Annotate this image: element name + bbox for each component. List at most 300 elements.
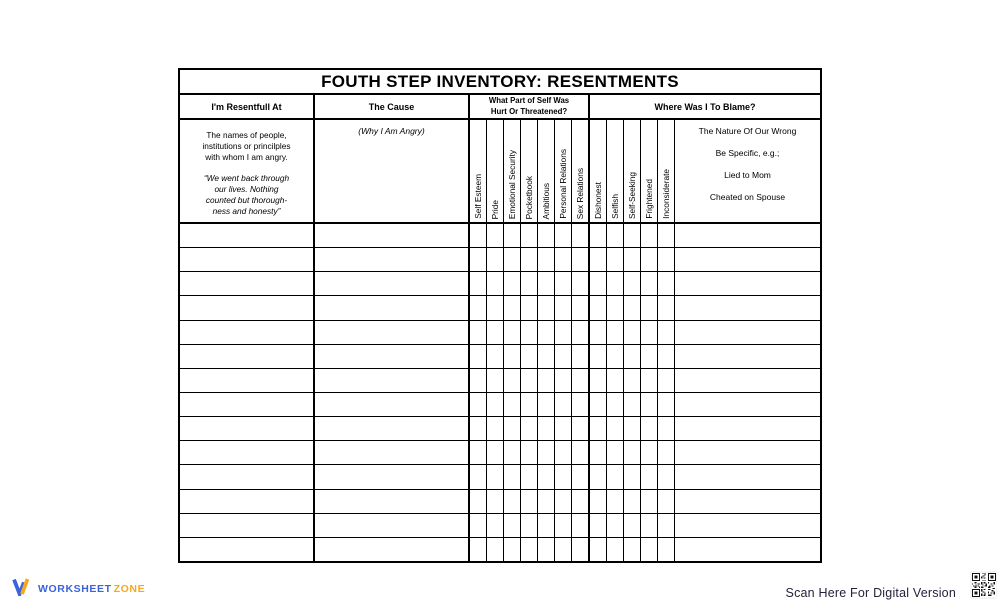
row-blame-cell-2 <box>624 514 641 537</box>
self-column-1 <box>487 120 504 222</box>
worksheet-table <box>178 68 822 563</box>
row-self-cell-3 <box>521 369 538 392</box>
row-self-cell-6 <box>572 538 588 561</box>
row-blame-cell-0 <box>590 321 607 344</box>
row-blame-cell-2 <box>624 490 641 513</box>
row-self-cell-4 <box>538 224 555 247</box>
row-self-cell-4 <box>538 321 555 344</box>
row-self-cell-1 <box>487 393 504 416</box>
row-self-cell-1 <box>487 296 504 319</box>
row-blame-cell-1 <box>607 514 624 537</box>
row-blame-cell-1 <box>607 321 624 344</box>
row-self-cell-5 <box>555 417 572 440</box>
worksheetzone-brand <box>12 577 145 601</box>
row-self-cell-3 <box>521 441 538 464</box>
row-self-cell-2 <box>504 345 521 368</box>
blame-columns <box>590 120 675 222</box>
row-blame-cell-0 <box>590 224 607 247</box>
self-column-6 <box>572 120 588 222</box>
nature-line-1: Be Specific, e.g.; <box>715 148 780 158</box>
row-self-cell-2 <box>504 514 521 537</box>
row-blame-cell-3 <box>641 490 658 513</box>
table-row <box>180 272 820 296</box>
row-cell-cause <box>315 224 470 247</box>
row-blame-cell-0 <box>590 465 607 488</box>
row-blame-cells <box>590 345 675 368</box>
row-blame-cell-4 <box>658 296 674 319</box>
note-gap <box>180 163 313 173</box>
row-self-cell-6 <box>572 514 588 537</box>
row-self-cell-3 <box>521 417 538 440</box>
row-self-cell-3 <box>521 393 538 416</box>
row-self-cell-0 <box>470 417 487 440</box>
row-self-cells <box>470 538 590 561</box>
row-blame-cell-3 <box>641 272 658 295</box>
row-self-cell-3 <box>521 514 538 537</box>
row-blame-cell-2 <box>624 321 641 344</box>
self-column-label: Emotional Security <box>506 149 517 219</box>
header-part-of-self-line1: What Part of Self Was <box>488 96 570 106</box>
row-self-cell-5 <box>555 441 572 464</box>
row-self-cell-1 <box>487 224 504 247</box>
row-cell-cause <box>315 296 470 319</box>
self-column-4 <box>538 120 555 222</box>
row-blame-cells <box>590 465 675 488</box>
row-self-cell-1 <box>487 321 504 344</box>
row-blame-cell-4 <box>658 248 674 271</box>
row-cell-resentful <box>180 538 315 561</box>
row-self-cell-6 <box>572 345 588 368</box>
row-blame-cells <box>590 417 675 440</box>
row-cell-resentful <box>180 465 315 488</box>
row-self-cell-4 <box>538 538 555 561</box>
row-self-cell-1 <box>487 441 504 464</box>
row-cell-resentful <box>180 345 315 368</box>
blame-column-label: Selfish <box>609 194 620 219</box>
blame-column-label: Frightened <box>643 179 654 219</box>
row-blame-cell-1 <box>607 296 624 319</box>
row-blame-cell-2 <box>624 417 641 440</box>
row-self-cells <box>470 321 590 344</box>
note-line-2: with whom I am angry. <box>205 151 288 162</box>
row-self-cell-0 <box>470 369 487 392</box>
row-cell-nature <box>675 248 820 271</box>
row-self-cell-3 <box>521 272 538 295</box>
row-self-cell-5 <box>555 224 572 247</box>
row-self-cell-1 <box>487 369 504 392</box>
row-self-cell-4 <box>538 248 555 271</box>
row-blame-cell-1 <box>607 272 624 295</box>
row-self-cell-0 <box>470 490 487 513</box>
row-cell-nature <box>675 514 820 537</box>
row-self-cell-4 <box>538 272 555 295</box>
row-blame-cell-1 <box>607 490 624 513</box>
row-blame-cell-0 <box>590 441 607 464</box>
row-blame-cell-2 <box>624 224 641 247</box>
row-self-cell-5 <box>555 369 572 392</box>
row-self-cell-2 <box>504 465 521 488</box>
row-self-cell-6 <box>572 490 588 513</box>
row-self-cell-0 <box>470 538 487 561</box>
blame-column-4 <box>658 120 674 222</box>
row-self-cell-6 <box>572 248 588 271</box>
row-self-cells <box>470 369 590 392</box>
row-self-cell-1 <box>487 465 504 488</box>
row-blame-cell-2 <box>624 345 641 368</box>
row-blame-cell-3 <box>641 393 658 416</box>
self-column-2 <box>504 120 521 222</box>
row-blame-cell-1 <box>607 465 624 488</box>
nature-line-0: The Nature Of Our Wrong <box>698 126 797 136</box>
blame-column-label: Dishonest <box>592 182 603 219</box>
table-row <box>180 538 820 561</box>
row-cell-cause <box>315 248 470 271</box>
row-cell-resentful <box>180 296 315 319</box>
note-quote-line-2: counted but thorough- <box>205 194 288 205</box>
row-cell-cause <box>315 490 470 513</box>
table-row <box>180 296 820 320</box>
row-cell-resentful <box>180 321 315 344</box>
row-blame-cell-4 <box>658 321 674 344</box>
row-blame-cells <box>590 393 675 416</box>
row-blame-cells <box>590 321 675 344</box>
row-self-cell-4 <box>538 369 555 392</box>
row-cell-nature <box>675 393 820 416</box>
row-self-cell-6 <box>572 296 588 319</box>
header-where-to-blame: Where Was I To Blame? <box>654 101 756 112</box>
row-cell-nature <box>675 490 820 513</box>
row-blame-cell-1 <box>607 224 624 247</box>
row-self-cells <box>470 465 590 488</box>
row-self-cell-4 <box>538 296 555 319</box>
row-self-cell-6 <box>572 393 588 416</box>
table-row <box>180 393 820 417</box>
row-cell-cause <box>315 417 470 440</box>
row-self-cell-0 <box>470 441 487 464</box>
table-body <box>180 224 820 561</box>
row-blame-cells <box>590 369 675 392</box>
row-self-cell-1 <box>487 272 504 295</box>
row-blame-cell-2 <box>624 272 641 295</box>
row-self-cell-2 <box>504 369 521 392</box>
row-cell-nature <box>675 465 820 488</box>
row-blame-cell-4 <box>658 224 674 247</box>
row-self-cell-0 <box>470 393 487 416</box>
row-blame-cell-3 <box>641 441 658 464</box>
row-blame-cell-0 <box>590 248 607 271</box>
row-blame-cells <box>590 441 675 464</box>
table-row <box>180 490 820 514</box>
self-column-label: Self Esteem <box>472 174 483 219</box>
table-row <box>180 514 820 538</box>
row-self-cell-4 <box>538 465 555 488</box>
row-blame-cell-3 <box>641 321 658 344</box>
row-self-cell-5 <box>555 465 572 488</box>
row-self-cell-5 <box>555 345 572 368</box>
row-blame-cell-3 <box>641 248 658 271</box>
row-self-cell-4 <box>538 345 555 368</box>
row-cell-resentful <box>180 490 315 513</box>
row-cell-cause <box>315 514 470 537</box>
row-self-cell-6 <box>572 224 588 247</box>
row-self-cell-2 <box>504 224 521 247</box>
row-self-cell-2 <box>504 441 521 464</box>
row-blame-cell-2 <box>624 248 641 271</box>
scan-here-label: Scan Here For Digital Version <box>785 586 956 600</box>
row-self-cells <box>470 296 590 319</box>
row-self-cell-6 <box>572 465 588 488</box>
nature-note <box>675 120 820 222</box>
blame-column-1 <box>607 120 624 222</box>
row-self-cell-2 <box>504 417 521 440</box>
self-column-label: Pride <box>489 199 500 219</box>
blame-column-0 <box>590 120 607 222</box>
row-blame-cell-3 <box>641 345 658 368</box>
row-self-cell-0 <box>470 345 487 368</box>
row-blame-cell-0 <box>590 490 607 513</box>
row-self-cell-3 <box>521 538 538 561</box>
row-self-cell-5 <box>555 538 572 561</box>
header-part-of-self-line2: Hurt Or Threatened? <box>490 106 568 116</box>
row-blame-cell-0 <box>590 393 607 416</box>
row-self-cell-3 <box>521 321 538 344</box>
note-line-1: institutions or princilples <box>202 140 291 151</box>
blame-column-3 <box>641 120 658 222</box>
row-blame-cell-4 <box>658 514 674 537</box>
table-row <box>180 465 820 489</box>
row-self-cell-3 <box>521 296 538 319</box>
row-blame-cell-2 <box>624 296 641 319</box>
row-blame-cell-2 <box>624 465 641 488</box>
row-self-cell-0 <box>470 272 487 295</box>
row-self-cell-4 <box>538 417 555 440</box>
row-self-cell-0 <box>470 224 487 247</box>
row-blame-cell-1 <box>607 538 624 561</box>
row-self-cells <box>470 224 590 247</box>
brand-word-zone: ZONE <box>113 583 146 595</box>
row-cell-cause <box>315 441 470 464</box>
resentful-note <box>180 120 315 222</box>
row-blame-cell-1 <box>607 345 624 368</box>
row-self-cell-2 <box>504 538 521 561</box>
row-self-cells <box>470 514 590 537</box>
row-self-cells <box>470 490 590 513</box>
row-blame-cell-4 <box>658 417 674 440</box>
row-blame-cell-4 <box>658 369 674 392</box>
header-part-of-self <box>470 95 590 118</box>
self-column-label: Personal Relations <box>557 149 568 219</box>
row-cell-nature <box>675 369 820 392</box>
row-cell-resentful <box>180 441 315 464</box>
row-cell-resentful <box>180 224 315 247</box>
row-cell-resentful <box>180 393 315 416</box>
row-blame-cell-2 <box>624 441 641 464</box>
row-blame-cell-3 <box>641 514 658 537</box>
row-blame-cell-4 <box>658 272 674 295</box>
row-blame-cells <box>590 224 675 247</box>
row-cell-nature <box>675 296 820 319</box>
blame-column-2 <box>624 120 641 222</box>
row-blame-cell-3 <box>641 369 658 392</box>
row-self-cell-4 <box>538 490 555 513</box>
worksheetzone-logo-icon <box>12 577 33 601</box>
row-blame-cell-2 <box>624 393 641 416</box>
row-blame-cell-1 <box>607 393 624 416</box>
row-self-cell-1 <box>487 514 504 537</box>
row-self-cell-0 <box>470 248 487 271</box>
row-self-cell-6 <box>572 369 588 392</box>
row-self-cell-5 <box>555 393 572 416</box>
header-resentful-at: I'm Resentfull At <box>180 95 315 118</box>
row-self-cell-0 <box>470 321 487 344</box>
brand-word-worksheet: WORKSHEET <box>38 583 112 595</box>
row-cell-nature <box>675 321 820 344</box>
note-line-0: The names of people, <box>206 130 287 140</box>
row-self-cell-2 <box>504 296 521 319</box>
row-blame-cells <box>590 514 675 537</box>
row-cell-cause <box>315 345 470 368</box>
row-self-cell-1 <box>487 248 504 271</box>
row-self-cell-2 <box>504 272 521 295</box>
row-blame-cells <box>590 538 675 561</box>
table-row <box>180 321 820 345</box>
row-blame-cell-3 <box>641 224 658 247</box>
row-cell-resentful <box>180 417 315 440</box>
row-self-cell-1 <box>487 417 504 440</box>
row-cell-nature <box>675 538 820 561</box>
blame-column-label: Self-Seeking <box>626 171 637 219</box>
row-cell-cause <box>315 465 470 488</box>
row-self-cell-6 <box>572 272 588 295</box>
row-self-cell-3 <box>521 465 538 488</box>
row-self-cell-3 <box>521 490 538 513</box>
row-self-cell-5 <box>555 272 572 295</box>
note-quote-line-3: ness and honesty” <box>212 205 281 216</box>
row-blame-cell-4 <box>658 393 674 416</box>
row-cell-nature <box>675 224 820 247</box>
row-blame-cells <box>590 490 675 513</box>
self-column-0 <box>470 120 487 222</box>
row-cell-nature <box>675 272 820 295</box>
row-blame-cell-0 <box>590 296 607 319</box>
row-blame-cell-0 <box>590 538 607 561</box>
table-row <box>180 441 820 465</box>
row-blame-cell-4 <box>658 441 674 464</box>
self-column-label: Ambitious <box>540 182 551 219</box>
row-blame-cell-2 <box>624 369 641 392</box>
row-self-cell-5 <box>555 321 572 344</box>
row-self-cell-0 <box>470 296 487 319</box>
row-self-cell-1 <box>487 345 504 368</box>
row-blame-cell-0 <box>590 369 607 392</box>
row-self-cell-2 <box>504 321 521 344</box>
self-column-3 <box>521 120 538 222</box>
row-cell-nature <box>675 441 820 464</box>
row-blame-cell-2 <box>624 538 641 561</box>
self-columns <box>470 120 590 222</box>
row-cell-cause <box>315 369 470 392</box>
qr-code <box>970 571 997 599</box>
cause-note: (Why I Am Angry) <box>315 120 470 222</box>
row-blame-cell-4 <box>658 465 674 488</box>
row-cell-cause <box>315 321 470 344</box>
worksheet-title: FOUTH STEP INVENTORY: RESENTMENTS <box>180 70 820 95</box>
row-self-cell-5 <box>555 248 572 271</box>
row-blame-cell-4 <box>658 490 674 513</box>
row-self-cell-4 <box>538 514 555 537</box>
blame-column-label: Inconsiderate <box>660 169 671 219</box>
row-cell-cause <box>315 538 470 561</box>
row-blame-cell-0 <box>590 345 607 368</box>
row-cell-cause <box>315 272 470 295</box>
row-self-cells <box>470 272 590 295</box>
table-row <box>180 345 820 369</box>
self-column-label: Pocketbook <box>523 175 534 219</box>
row-self-cell-6 <box>572 417 588 440</box>
row-self-cell-3 <box>521 248 538 271</box>
row-self-cell-2 <box>504 393 521 416</box>
row-blame-cells <box>590 248 675 271</box>
row-self-cells <box>470 441 590 464</box>
table-row <box>180 224 820 248</box>
row-blame-cell-0 <box>590 514 607 537</box>
row-cell-resentful <box>180 272 315 295</box>
row-self-cell-5 <box>555 296 572 319</box>
row-self-cell-1 <box>487 490 504 513</box>
row-self-cells <box>470 393 590 416</box>
row-blame-cell-3 <box>641 538 658 561</box>
subheader-row <box>180 120 820 224</box>
row-self-cell-0 <box>470 465 487 488</box>
nature-line-3: Cheated on Spouse <box>709 192 786 202</box>
row-self-cell-6 <box>572 321 588 344</box>
row-cell-resentful <box>180 514 315 537</box>
row-self-cell-3 <box>521 345 538 368</box>
row-blame-cell-0 <box>590 417 607 440</box>
table-row <box>180 248 820 272</box>
row-cell-nature <box>675 345 820 368</box>
row-self-cell-4 <box>538 441 555 464</box>
row-self-cell-6 <box>572 441 588 464</box>
nature-line-2: Lied to Mom <box>724 170 771 180</box>
row-self-cell-2 <box>504 490 521 513</box>
row-cell-resentful <box>180 369 315 392</box>
self-column-label: Sex Relations <box>574 167 585 219</box>
note-quote-line-0: “We went back through <box>203 172 290 183</box>
row-self-cell-4 <box>538 393 555 416</box>
row-cell-nature <box>675 417 820 440</box>
row-blame-cell-1 <box>607 441 624 464</box>
row-blame-cell-1 <box>607 369 624 392</box>
row-self-cell-1 <box>487 538 504 561</box>
row-blame-cell-1 <box>607 417 624 440</box>
row-blame-cell-4 <box>658 345 674 368</box>
row-self-cell-2 <box>504 248 521 271</box>
row-blame-cell-4 <box>658 538 674 561</box>
row-blame-cells <box>590 272 675 295</box>
row-self-cells <box>470 345 590 368</box>
header-row <box>180 95 820 120</box>
row-cell-cause <box>315 393 470 416</box>
row-self-cell-5 <box>555 514 572 537</box>
row-blame-cell-0 <box>590 272 607 295</box>
note-quote-line-1: our lives. Nothing <box>214 183 279 194</box>
row-blame-cell-3 <box>641 296 658 319</box>
row-self-cell-3 <box>521 224 538 247</box>
row-cell-resentful <box>180 248 315 271</box>
row-blame-cells <box>590 296 675 319</box>
row-blame-cell-1 <box>607 248 624 271</box>
